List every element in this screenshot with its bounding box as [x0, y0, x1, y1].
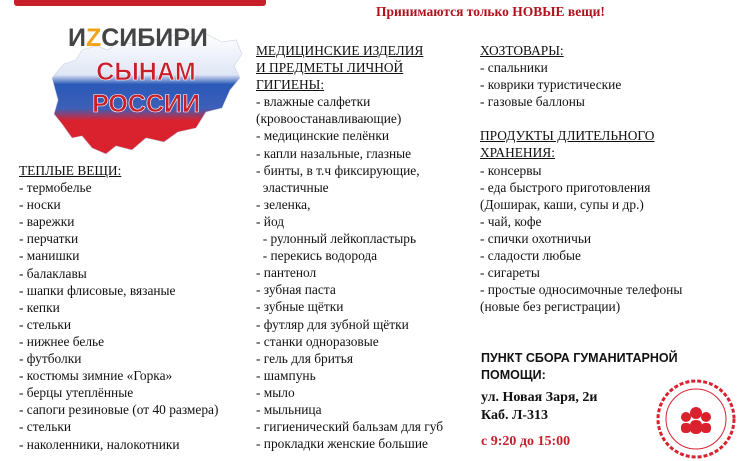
medical-item: - гель для бритья [256, 350, 353, 366]
organization-seal-logo [654, 377, 738, 461]
medical-column [256, 42, 443, 452]
warm-clothes-column [19, 162, 218, 453]
warm-clothes-title: ТЕПЛЫЕ ВЕЩИ: [19, 163, 122, 178]
medical-title-line: МЕДИЦИНСКИЕ ИЗДЕЛИЯ [256, 43, 424, 58]
household-food-column [480, 42, 682, 315]
food-item: - чай, кофе [480, 213, 542, 229]
food-item: - консервы [480, 162, 542, 178]
medical-title-line: ГИГИЕНЫ: [256, 77, 325, 93]
household-item: - коврики туристические [480, 77, 622, 93]
medical-item: - перекись водорода [256, 248, 378, 264]
medical-item: - медицинские пелёнки [256, 128, 390, 144]
logo-line3: РОССИИ [92, 90, 200, 118]
medical-item: - зеленка, [256, 196, 311, 212]
warm-clothes-item: - нижнее белье [19, 333, 105, 349]
warm-clothes-item: - перчатки [19, 231, 79, 247]
people-icon [681, 407, 711, 434]
medical-item: - зубная паста [256, 282, 336, 298]
medical-item: - мыльница [256, 401, 322, 417]
collection-point-title-line: ПОМОЩИ: [481, 368, 546, 382]
warm-clothes-item: - берцы утеплённые [19, 385, 134, 401]
collection-hours: с 9:20 до 15:00 [481, 434, 571, 449]
food-item: (новые без регистрации) [480, 299, 621, 315]
warm-clothes-item: - шапки флисовые, вязаные [19, 282, 176, 298]
medical-item: - йод [256, 213, 285, 229]
medical-item: - зубные щётки [256, 299, 344, 315]
warm-clothes-item: - стельки [19, 316, 72, 332]
medical-item: - футляр для зубной щётки [256, 316, 409, 332]
food-item: - простые односимочные телефоны [480, 282, 683, 298]
warm-clothes-item: - манишки [19, 248, 80, 264]
food-item: - еда быстрого приготовления [480, 179, 651, 195]
food-item: - сигареты [480, 265, 540, 281]
notice-new-items: Принимаются только НОВЫЕ вещи! [376, 4, 605, 19]
logo-line1: ИZСИБИРИ [68, 24, 208, 52]
medical-item: - капли назальные, глазные [256, 145, 412, 161]
warm-clothes-item: - стельки [19, 419, 72, 435]
medical-item: - рулонный лейкопластырь [256, 231, 417, 247]
warm-clothes-item: - сапоги резиновые (от 40 размера) [19, 402, 219, 418]
warm-clothes-item: - футболки [19, 351, 82, 367]
medical-item: - мыло [256, 384, 295, 400]
warm-clothes-item: - кепки [19, 299, 60, 315]
medical-item: - влажные салфетки [256, 94, 371, 110]
food-title-line: ПРОДУКТЫ ДЛИТЕЛЬНОГО [480, 128, 655, 144]
household-item: - газовые баллоны [480, 94, 585, 110]
medical-item: - пантенол [256, 265, 317, 281]
collection-point-title-line: ПУНКТ СБОРА ГУМАНИТАРНОЙ [481, 351, 678, 365]
medical-item: - бинты, в т.ч фиксирующие, [256, 162, 420, 178]
medical-item: - прокладки женские большие [256, 436, 428, 452]
food-title-line: ХРАНЕНИЯ: [480, 145, 555, 161]
warm-clothes-item: - варежки [19, 214, 75, 230]
household-title: ХОЗТОВАРЫ: [480, 43, 564, 58]
collection-point-title [481, 350, 681, 384]
medical-title-line: И ПРЕДМЕТЫ ЛИЧНОЙ [256, 60, 404, 76]
warm-clothes-item: - носки [19, 197, 61, 213]
collection-room: Каб. Л-313 [481, 408, 549, 423]
food-item: - сладости любые [480, 248, 581, 264]
warm-clothes-item: - костюмы зимние «Горка» [19, 368, 173, 384]
medical-item: - гигиенический бальзам для губ [256, 419, 444, 435]
food-item: (Доширак, каши, супы и др.) [480, 196, 644, 212]
logo-line2: СЫНАМ [96, 58, 196, 86]
warm-clothes-item: - балаклавы [19, 265, 87, 281]
collection-address: ул. Новая Заря, 2и [481, 390, 598, 405]
medical-item: (кровоостанавливающие) [256, 111, 402, 127]
warm-clothes-item: - наколенники, налокотники [19, 436, 180, 452]
medical-item: - станки одноразовые [256, 333, 379, 349]
medical-item: эластичные [256, 179, 329, 195]
top-banner [14, 0, 266, 6]
warm-clothes-item: - термобелье [19, 180, 92, 196]
household-item: - спальники [480, 60, 548, 76]
food-item: - спички охотничьи [480, 230, 592, 246]
izsibiri-logo [46, 20, 246, 160]
medical-item: - шампунь [256, 367, 316, 383]
